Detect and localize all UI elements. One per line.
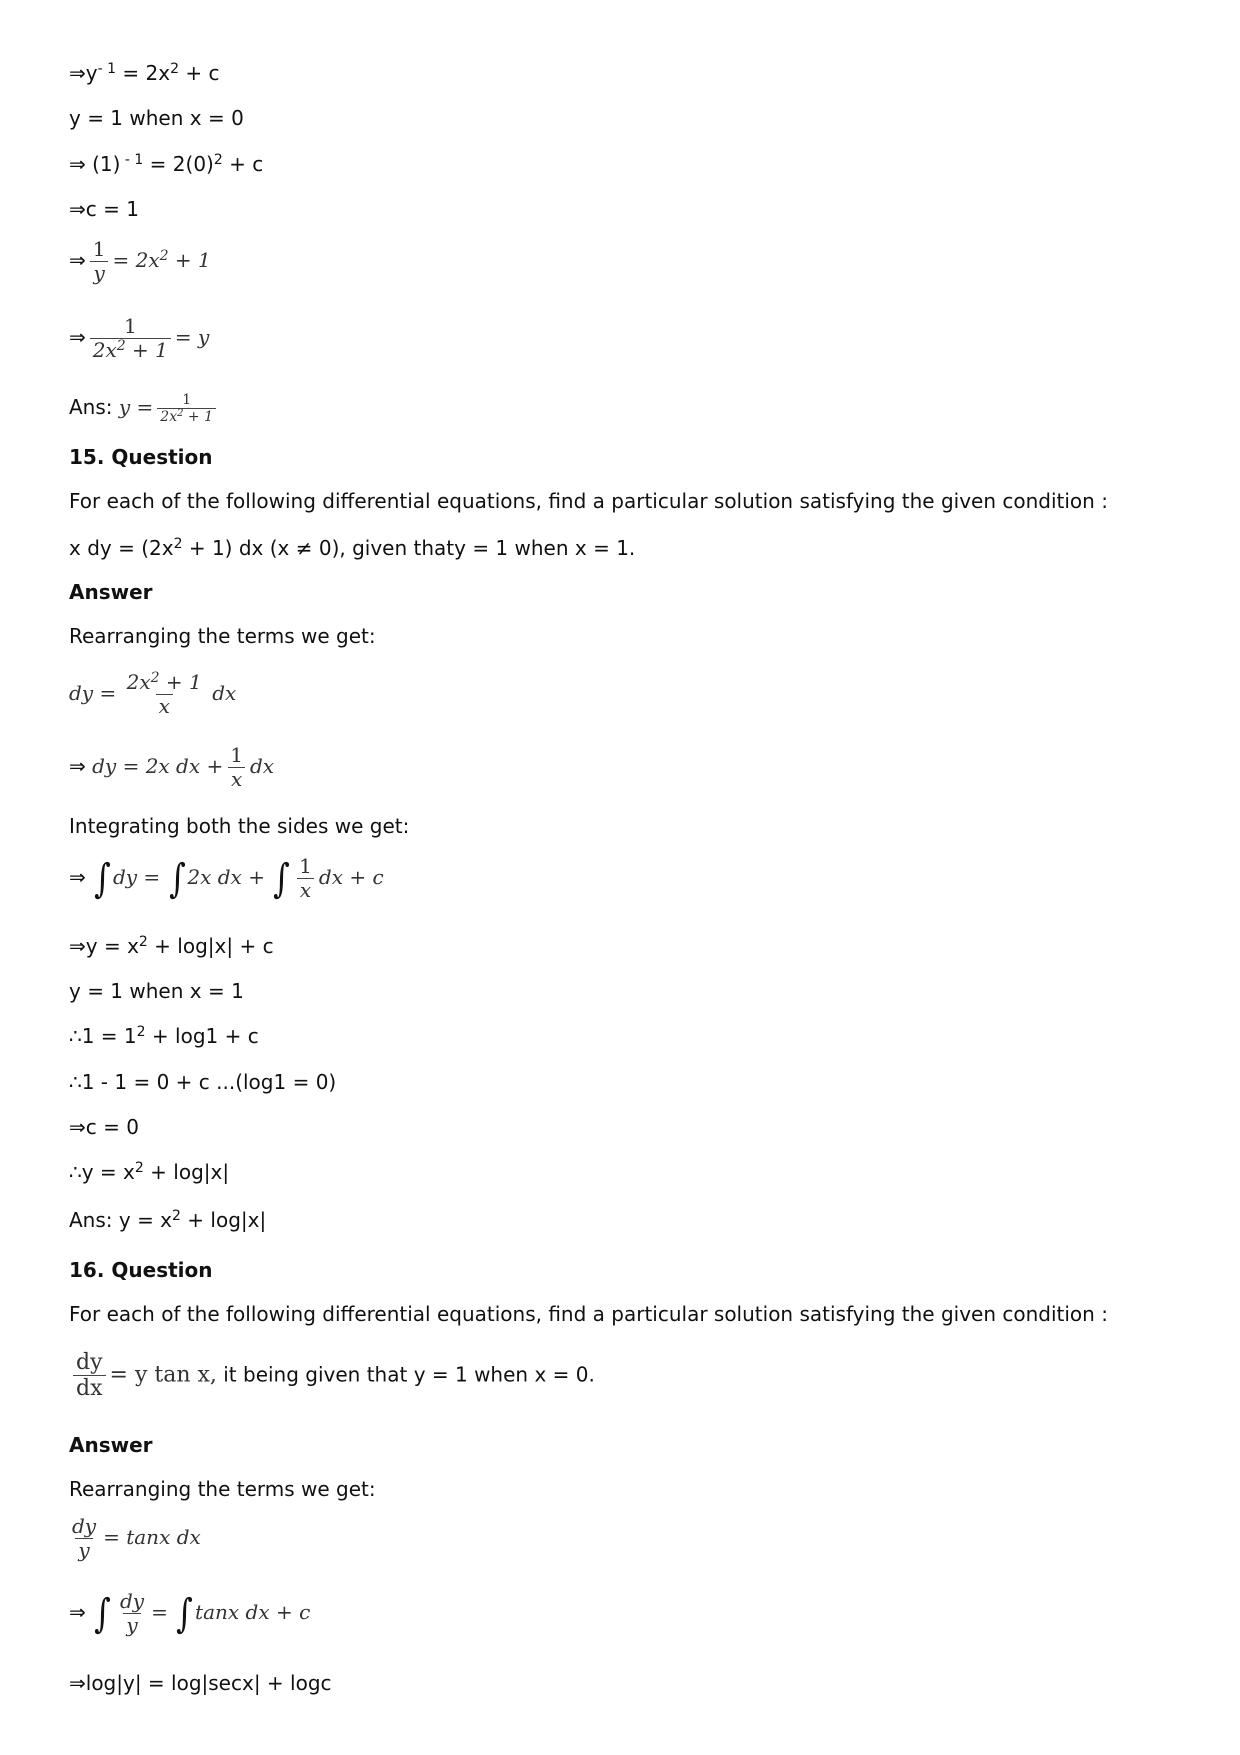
- equation-line: dy = $\frac{2x^2 + 1}{x}$ dx: [69, 670, 237, 718]
- integral-symbol: ∫: [94, 855, 111, 902]
- explanation-text: Rearranging the terms we get:: [69, 624, 376, 648]
- step-line: ∴y = $x^2 + \log|x|$: [69, 1160, 230, 1184]
- question-equation: $\frac{dy}{dx}$ = y tan x, it being given that y = 1 when x = 0.: [69, 1350, 595, 1402]
- step-line: ⇒ (1) $^{- 1} = 2(0)^2 + c$: [69, 152, 264, 176]
- equation-line: ⇒ $\frac{1}{y}$ = $2x^2 + 1$: [69, 237, 211, 285]
- integral-symbol: ∫: [94, 1590, 111, 1637]
- question-prompt: For each of the following differential equations, find a particular solution satisfying the given condition :: [69, 1302, 1108, 1326]
- fraction: $\frac{dy}{y}$: [119, 1589, 145, 1637]
- question-prompt: For each of the following differential equations, find a particular solution satisfying the given condition :: [69, 489, 1108, 513]
- fraction: $\frac{dy}{dx}$: [73, 1350, 106, 1402]
- integral-symbol: ∫: [273, 855, 291, 902]
- answer-line: Ans: $y = x^2 + \log|x|$: [69, 1208, 267, 1232]
- answer-heading: Answer: [69, 1433, 153, 1457]
- fraction: $\frac{1}{2x^2 + 1}$: [157, 392, 216, 425]
- integral-symbol: ∫: [168, 855, 186, 902]
- step-line: y = 1 when x = 1: [69, 979, 244, 1003]
- step-line: ∴1 - 1 = 0 + c ...(log1 = 0): [69, 1070, 337, 1094]
- answer-heading: Answer: [69, 580, 153, 604]
- equation-line: ⇒ $\frac{1}{2x^2 + 1}$ = y: [69, 314, 210, 362]
- step-line: $\Rightarrow y^{- 1} = 2x^2 + c$: [69, 61, 220, 85]
- step-line: ⇒c = 0: [69, 1115, 139, 1139]
- fraction: $\frac{1}{2x^2 + 1}$: [90, 315, 171, 362]
- question-equation: x dy = $(2x^2 + 1)$ dx (x ≠ 0), given thaty = 1 when x = 1.: [69, 536, 636, 560]
- equation-line: ⇒ ∫ $\frac{dy}{y}$ = ∫ tanx dx + c: [69, 1589, 311, 1637]
- step-line: ∴1 = $1^2 + \log 1 + c$: [69, 1024, 259, 1048]
- step-line: ⇒c = 1: [69, 197, 139, 221]
- question-heading: 15. Question: [69, 445, 213, 469]
- step-line: ⇒log|y| = log|secx| + logc: [69, 1671, 332, 1695]
- fraction: $\frac{dy}{y}$: [72, 1514, 97, 1562]
- fraction: $\frac{1}{y}$: [90, 238, 109, 285]
- integral-symbol: ∫: [176, 1590, 193, 1637]
- equation-line: ⇒ dy = 2x dx + $\frac{1}{x}$ dx: [69, 743, 275, 791]
- step-line: y = 1 when x = 0: [69, 106, 244, 130]
- answer-line: Ans: y = $\frac{1}{2x^2 + 1}$: [69, 392, 220, 425]
- equation-line: ⇒ ∫ dy = ∫ 2x dx + ∫ $\frac{1}{x}$ dx + c: [69, 854, 384, 902]
- explanation-text: Rearranging the terms we get:: [69, 1477, 376, 1501]
- step-line: ⇒y = $x^2 + \log|x| + c$: [69, 934, 274, 958]
- fraction: $\frac{1}{x}$: [227, 744, 246, 791]
- question-heading: 16. Question: [69, 1258, 213, 1282]
- fraction: $\frac{1}{x}$: [296, 855, 315, 902]
- fraction: $\frac{2x^2 + 1}{x}$: [126, 670, 202, 718]
- explanation-text: Integrating both the sides we get:: [69, 814, 410, 838]
- equation-line: $\frac{dy}{y}$ = tanx dx: [69, 1515, 201, 1562]
